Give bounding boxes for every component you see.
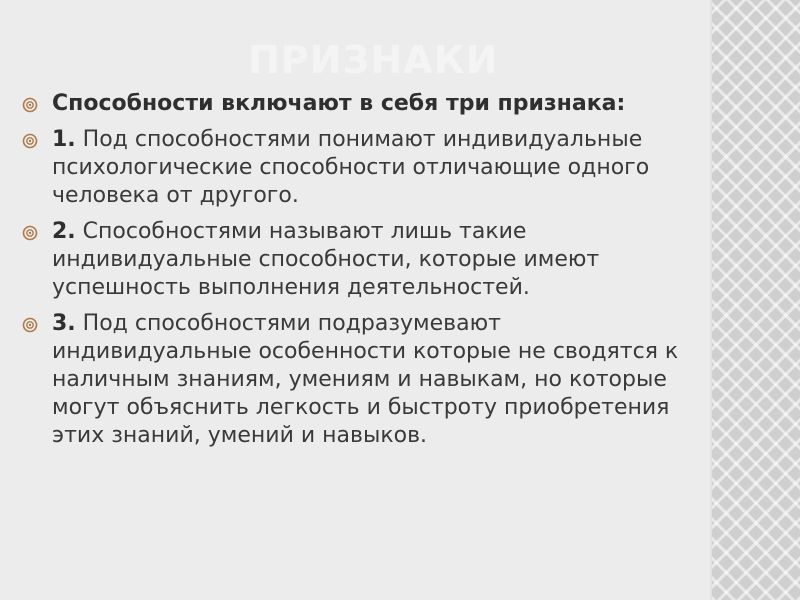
item-text [52,126,702,210]
item-number: 2. [52,219,76,244]
target-bullet-icon [22,317,38,333]
list-item [22,126,702,210]
item-body: Способностями называют лишь такие индивидуальные способности, которые имеют успешность выполнения деятельностей. [52,219,600,300]
target-bullet-icon [22,225,38,241]
item-number: 1. [52,127,76,152]
item-body: Под способностями понимают индивидуальные психологические способности отличающие одного человека от другого. [52,127,650,208]
bullet-list [22,90,702,458]
slide-title: ПРИЗНАКИ [248,38,499,82]
item-text [52,218,702,302]
decorative-side-panel [712,0,800,600]
item-text: Способности включают в себя три признака: [52,91,626,116]
list-item [22,310,702,450]
list-item [22,218,702,302]
item-number: 3. [52,311,76,336]
target-bullet-icon [22,133,38,149]
item-text [52,310,702,450]
list-item [22,90,702,118]
item-body: Под способностями подразумевают индивидуальные особенности которые не сводятся к наличным знаниям, умениям и навыкам, но которые могут объяснить легкость и быстроту приобретения этих знаний, умений и навыков. [52,311,679,448]
target-bullet-icon [22,97,38,113]
